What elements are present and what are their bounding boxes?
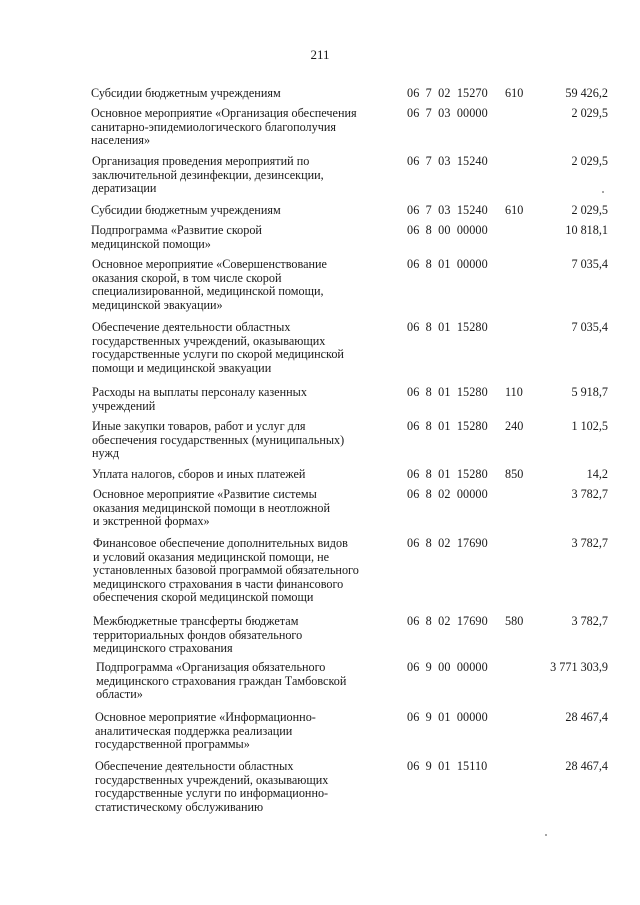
row-description: Субсидии бюджетным учреждениям [91, 86, 281, 100]
row-description: Основное мероприятие «Информационно- аналитическая поддержка реализации государственной программы» [95, 710, 316, 751]
row-expense-type: 240 [505, 419, 524, 433]
row-code: 06 8 02 17690 [407, 614, 488, 628]
row-code: 06 8 01 00000 [407, 257, 488, 271]
row-code: 06 7 02 15270 [407, 86, 488, 100]
row-code: 06 7 03 15240 [407, 203, 488, 217]
row-code: 06 8 01 15280 [407, 320, 488, 334]
row-amount: 5 918,7 [571, 385, 608, 399]
row-code: 06 8 01 15280 [407, 419, 488, 433]
row-code: 06 8 01 15280 [407, 467, 488, 481]
row-description: Подпрограмма «Организация обязательного медицинского страхования граждан Тамбовской области» [96, 660, 347, 701]
row-description: Межбюджетные трансферты бюджетам территориальных фондов обязательного медицинского страхования [93, 614, 303, 655]
row-expense-type: 110 [505, 385, 523, 399]
row-description: Подпрограмма «Развитие скорой медицинской помощи» [91, 223, 262, 251]
row-code: 06 8 00 00000 [407, 223, 488, 237]
row-amount: 2 029,5 [571, 154, 608, 168]
row-amount: 28 467,4 [565, 759, 608, 773]
row-description: Основное мероприятие «Совершенствование оказания скорой, в том числе скорой специализированной, медицинской помощи, медицинской эвакуации» [92, 257, 327, 312]
row-code: 06 8 02 00000 [407, 487, 488, 501]
page-number: 211 [310, 47, 330, 62]
row-amount: 7 035,4 [571, 320, 608, 334]
row-description: Иные закупки товаров, работ и услуг для обеспечения государственных (муниципальных) нужд [92, 419, 345, 460]
row-description: Обеспечение деятельности областных государственных учреждений, оказывающих государственные услуги по информационно- статистическому обслуживанию [95, 759, 329, 814]
row-description: Основное мероприятие «Организация обеспечения санитарно-эпидемиологического благополучия населения» [91, 106, 357, 147]
row-amount: 3 782,7 [571, 536, 608, 550]
row-description: Расходы на выплаты персоналу казенных учреждений [92, 385, 307, 413]
row-amount: 10 818,1 [565, 223, 608, 237]
row-amount: 1 102,5 [571, 419, 608, 433]
row-code: 06 9 00 00000 [407, 660, 488, 674]
row-amount: 3 782,7 [571, 487, 608, 501]
row-amount: 3 771 303,9 [550, 660, 608, 674]
row-expense-type: 610 [505, 203, 524, 217]
row-amount: 2 029,5 [571, 203, 608, 217]
row-amount: 28 467,4 [565, 710, 608, 724]
row-amount: 3 782,7 [571, 614, 608, 628]
row-amount: 59 426,2 [565, 86, 608, 100]
row-amount: 14,2 [586, 467, 608, 481]
row-expense-type: 580 [505, 614, 524, 628]
row-amount: 7 035,4 [571, 257, 608, 271]
row-code: 06 8 02 17690 [407, 536, 488, 550]
row-description: Обеспечение деятельности областных государственных учреждений, оказывающих государственные услуги по скорой медицинской помощи и медицинской эвакуации [92, 320, 344, 375]
row-description: Финансовое обеспечение дополнительных видов и условий оказания медицинской помощи, не установленных базовой программой обязательного медицинского страхования в части финансового обеспечения скорой медицинской помощи [93, 536, 359, 604]
scan-speck [545, 834, 547, 836]
row-expense-type: 610 [505, 86, 524, 100]
row-code: 06 7 03 15240 [407, 154, 488, 168]
row-code: 06 9 01 15110 [407, 759, 488, 773]
row-description: Субсидии бюджетным учреждениям [91, 203, 281, 217]
row-code: 06 7 03 00000 [407, 106, 488, 120]
row-expense-type: 850 [505, 467, 524, 481]
row-code: 06 9 01 00000 [407, 710, 488, 724]
scan-speck [602, 191, 604, 193]
row-description: Основное мероприятие «Развитие системы оказания медицинской помощи в неотложной и экстренной формах» [93, 487, 331, 528]
row-amount: 2 029,5 [571, 106, 608, 120]
row-code: 06 8 01 15280 [407, 385, 488, 399]
row-description: Организация проведения мероприятий по заключительной дезинфекции, дезинсекции, дератизации [92, 154, 324, 195]
row-description: Уплата налогов, сборов и иных платежей [92, 467, 306, 481]
